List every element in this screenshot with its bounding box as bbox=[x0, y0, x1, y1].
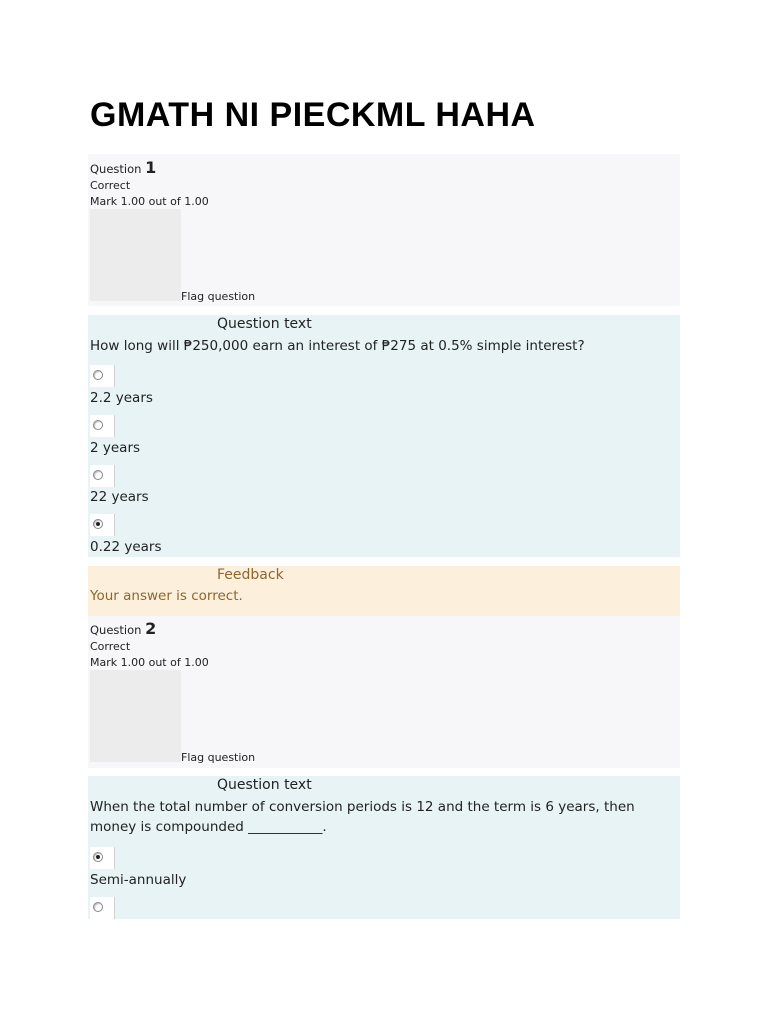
question-text-heading: Question text bbox=[217, 316, 312, 332]
radio-icon bbox=[93, 902, 103, 912]
question-grade: Mark 1.00 out of 1.00 bbox=[90, 195, 209, 208]
answer-radio-1[interactable] bbox=[90, 847, 115, 869]
question-grade: Mark 1.00 out of 1.00 bbox=[90, 656, 209, 669]
answer-option-label[interactable]: 0.22 years bbox=[90, 539, 162, 555]
feedback-panel bbox=[88, 566, 680, 616]
feedback-heading: Feedback bbox=[217, 567, 284, 583]
question-label: Question bbox=[90, 162, 142, 176]
question-number-value: 1 bbox=[145, 158, 157, 177]
radio-checked-icon bbox=[93, 852, 103, 862]
question-2-info bbox=[88, 616, 680, 768]
answer-option-label[interactable]: 2.2 years bbox=[90, 390, 153, 406]
answer-option-label[interactable]: 2 years bbox=[90, 440, 141, 456]
radio-icon bbox=[93, 370, 103, 380]
flag-question-link[interactable]: Flag question bbox=[181, 751, 256, 764]
answer-option-label[interactable]: 22 years bbox=[90, 489, 149, 505]
question-1-content bbox=[88, 315, 680, 557]
question-state: Correct bbox=[90, 179, 131, 192]
answer-radio-1[interactable] bbox=[90, 365, 115, 387]
answer-radio-2[interactable] bbox=[90, 897, 115, 919]
question-2-content bbox=[88, 776, 680, 919]
page-title: GMATH NI PIECKML HAHA bbox=[90, 96, 536, 134]
answer-option-label[interactable]: Semi-annually bbox=[90, 872, 187, 888]
question-1-info bbox=[88, 154, 680, 306]
feedback-text: Your answer is correct. bbox=[90, 588, 243, 604]
question-number bbox=[90, 619, 156, 638]
flag-icon[interactable] bbox=[90, 670, 181, 762]
flag-icon[interactable] bbox=[90, 209, 181, 301]
question-text: How long will ₱250,000 earn an interest of ₱275 at 0.5% simple interest? bbox=[90, 338, 585, 354]
question-label: Question bbox=[90, 623, 142, 637]
question-state: Correct bbox=[90, 640, 131, 653]
answer-radio-3[interactable] bbox=[90, 465, 115, 487]
answer-radio-4[interactable] bbox=[90, 514, 115, 536]
question-number bbox=[90, 158, 156, 177]
question-text-heading: Question text bbox=[217, 777, 312, 793]
question-number-value: 2 bbox=[145, 619, 157, 638]
flag-question-link[interactable]: Flag question bbox=[181, 290, 256, 303]
answer-radio-2[interactable] bbox=[90, 415, 115, 437]
radio-checked-icon bbox=[93, 519, 103, 529]
question-text: When the total number of conversion periods is 12 and the term is 6 years, then money is compounded ___________. bbox=[90, 799, 635, 835]
radio-icon bbox=[93, 420, 103, 430]
radio-icon bbox=[93, 470, 103, 480]
